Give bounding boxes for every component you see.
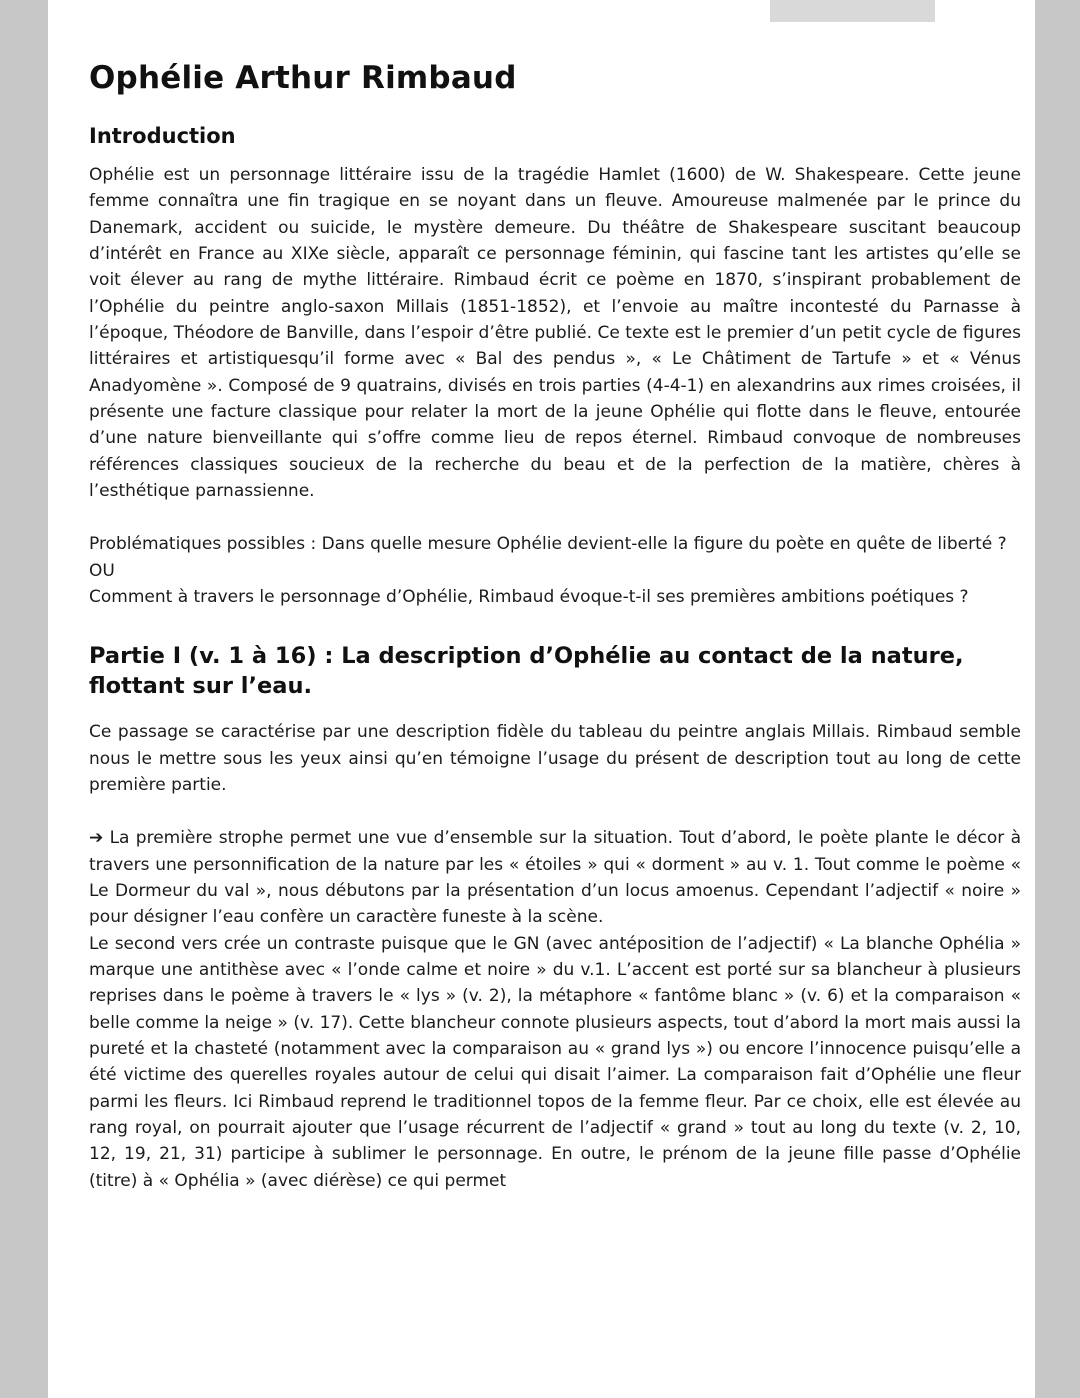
part1-analysis-paragraph-2: Le second vers crée un contraste puisque que le GN (avec antéposition de l’adjectif) « La blanche Ophélia » marque une antithèse avec « l’onde calme et noire » du v.1. L’accent est porté sur sa blancheur à plusieurs reprises dans le poème à travers le « lys » (v. 2), la métaphore « fantôme blanc » (v. 6) et la comparaison « belle comme la neige » (v. 17). Cette blancheur connote plusieurs aspects, tout d’abord la mort mais aussi la pureté et la chasteté (notamment avec la comparaison au « grand lys ») ou encore l’innocence puisqu’elle a été victime des querelles royales autour de celui qui disait l’aimer. La comparaison fait d’Ophélie une fleur parmi les fleurs. Ici Rimbaud reprend le traditionnel topos de la femme fleur. Par ce choix, elle est élevée au rang royal, on pourrait ajouter que l’usage récurrent de l’adjectif « grand » tout au long du texte (v. 2, 10, 12, 19, 21, 31) participe à sublimer le personnage. En outre, le prénom de la jeune fille passe d’Ophélie (titre) à « Ophélia » (avec diérèse) ce qui permet [89, 933, 1021, 1191]
problematique-line-3: Comment à travers le personnage d’Ophélie, Rimbaud évoque-t-il ses premières ambitions poétiques ? [89, 587, 969, 608]
problematique-line-1: Problématiques possibles : Dans quelle mesure Ophélie devient-elle la figure du poète en quête de liberté ? [89, 534, 1007, 555]
introduction-heading: Introduction [89, 124, 236, 148]
document-page [48, 0, 1035, 1398]
paragraph-spacer [89, 798, 1021, 825]
document-title: Ophélie Arthur Rimbaud [89, 60, 517, 96]
document-content [48, 0, 1035, 1194]
part1-intro-paragraph: Ce passage se caractérise par une description fidèle du tableau du peintre anglais Millais. Rimbaud semble nous le mettre sous les yeux ainsi qu’en témoigne l’usage du présent de description tout au long de cette première partie. [89, 722, 1021, 795]
top-right-overlay [770, 0, 935, 22]
part1-heading: Partie I (v. 1 à 16) : La description d’Ophélie au contact de la nature, flottant sur l’eau. [89, 642, 964, 699]
problematique-line-2: OU [89, 560, 115, 581]
introduction-paragraph: Ophélie est un personnage littéraire issu de la tragédie Hamlet (1600) de W. Shakespeare. Cette jeune femme connaîtra une fin tragique en se noyant dans un fleuve. Amoureuse malmenée par le prince du Danemark, accident ou suicide, le mystère demeure. Du théâtre de Shakespeare suscitant beaucoup d’intérêt en France au XIXe siècle, apparaît ce personnage féminin, qui fascine tant les artistes qu’elle se voit élever au rang de mythe littéraire. Rimbaud écrit ce poème en 1870, s’inspirant probablement de l’Ophélie du peintre anglo-saxon Millais (1851-1852), et l’envoie au maître incontesté du Parnasse à l’époque, Théodore de Banville, dans l’espoir d’être publié. Ce texte est le premier d’un petit cycle de figures littéraires et artistiquesqu’il forme avec « Bal des pendus », « Le Châtiment de Tartufe » et « Vénus Anadyomène ». Composé de 9 quatrains, divisés en trois parties (4-4-1) en alexandrins aux rimes croisées, il présente une facture classique pour relater la mort de la jeune Ophélie qui flotte dans le fleuve, entourée d’une nature bienveillante qui s’offre comme lieu de repos éternel. Rimbaud convoque de nombreuses références classiques soucieux de la recherche du beau et de la perfection de la matière, chères à l’esthétique parnassienne. [89, 165, 1021, 502]
problematiques-block [89, 531, 1021, 610]
part1-analysis-paragraph-1: ➔ La première strophe permet une vue d’ensemble sur la situation. Tout d’abord, le poète plante le décor à travers une personnification de la nature par les « étoiles » qui « dorment » au v. 1. Tout comme le poème « Le Dormeur du val », nous débutons par la présentation d’un locus amoenus. Cependant l’adjectif « noire » pour désigner l’eau confère un caractère funeste à la scène. [89, 828, 1021, 928]
